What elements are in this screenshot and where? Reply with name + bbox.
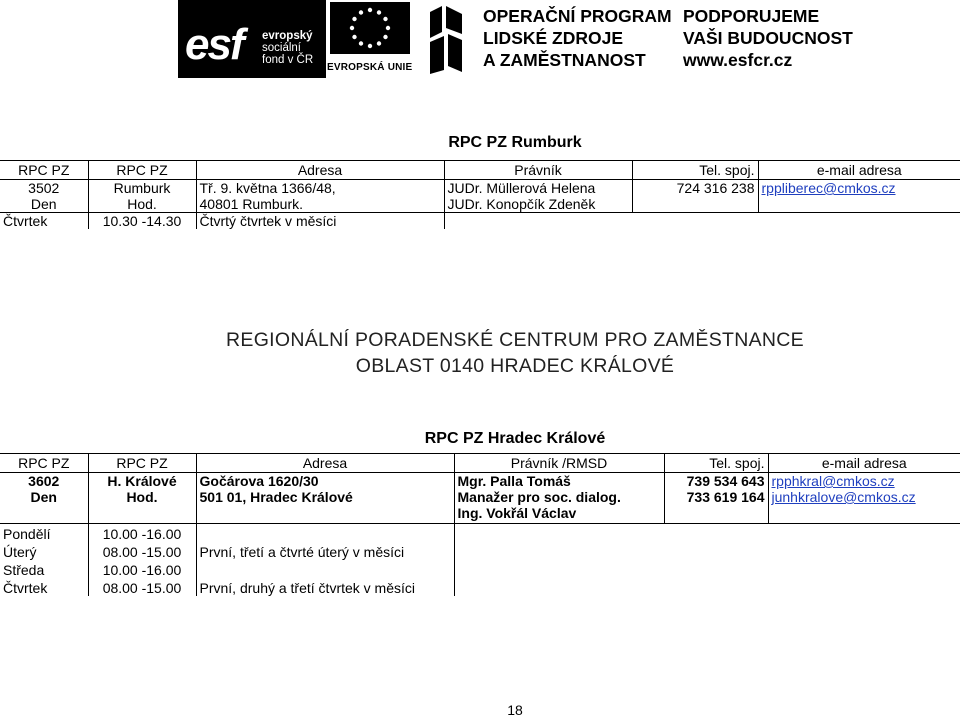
lawyer-cell: Mgr. Palla Tomáš Manažer pro soc. dialog. Ing. Vokřál Václav xyxy=(454,473,664,524)
schedule-row xyxy=(0,524,960,543)
phone-cell: 739 534 643 733 619 164 xyxy=(664,473,768,524)
lawyer-cell: JUDr. Müllerová Helena JUDr. Konopčík Zdeněk xyxy=(444,180,632,213)
email-link[interactable]: junhkralove@cmkos.cz xyxy=(771,489,916,505)
header-cell: RPC PZ xyxy=(0,454,88,473)
address-cell: Gočárova 1620/30 501 01, Hradec Králové xyxy=(196,473,454,524)
schedule-day: Úterý xyxy=(0,542,88,560)
section1-data-row xyxy=(0,180,960,213)
schedule-row xyxy=(0,542,960,560)
header-cell: Adresa xyxy=(196,454,454,473)
email-link[interactable]: rppliberec@cmkos.cz xyxy=(761,180,896,196)
support-logo-text: PODPORUJEME VAŠI BUDOUCNOST www.esfcr.cz xyxy=(683,6,853,70)
address-cell: Tř. 9. května 1366/48, 40801 Rumburk. xyxy=(196,180,444,213)
schedule-day: Čtvrtek xyxy=(0,578,88,596)
header-cell: RPC PZ xyxy=(88,161,196,180)
eu-logo-text: EVROPSKÁ UNIE xyxy=(327,62,413,73)
schedule-hours: 10.30 -14.30 xyxy=(88,213,196,230)
region-heading: REGIONÁLNÍ PORADENSKÉ CENTRUM PRO ZAMĚSTNANCE OBLAST 0140 HRADEC KRÁLOVÉ xyxy=(226,329,804,377)
schedule-hours: 10.00 -16.00 xyxy=(88,560,196,578)
center-place-cell: Rumburk Hod. xyxy=(88,180,196,213)
email-cell xyxy=(758,180,960,213)
schedule-note: První, druhý a třetí čtvrtek v měsíci xyxy=(196,578,454,596)
header-cell: Právník xyxy=(444,161,632,180)
section2-data-row xyxy=(0,473,960,524)
section1-title: RPC PZ Rumburk xyxy=(448,134,582,151)
schedule-row xyxy=(0,578,960,596)
esf-logo-text: evropský sociální fond v ČR xyxy=(262,30,314,66)
eu-flag-logo xyxy=(330,2,410,54)
esf-logo-word: esf xyxy=(185,20,243,69)
header-cell: e-mail adresa xyxy=(768,454,960,473)
header-cell: Právník /RMSD xyxy=(454,454,664,473)
schedule-note: Čtvrtý čtvrtek v měsíci xyxy=(196,213,444,230)
header-cell: Tel. spoj. xyxy=(664,454,768,473)
schedule-hours: 10.00 -16.00 xyxy=(88,524,196,543)
phone-cell: 724 316 238 xyxy=(632,180,758,213)
email-link[interactable]: rpphkral@cmkos.cz xyxy=(771,473,895,489)
header-cell: RPC PZ xyxy=(88,454,196,473)
center-code-cell: 3602 Den xyxy=(0,473,88,524)
center-code-cell: 3502 Den xyxy=(0,180,88,213)
schedule-row xyxy=(0,560,960,578)
schedule-day: Čtvrtek xyxy=(0,213,88,230)
op-logo-text: OPERAČNÍ PROGRAM LIDSKÉ ZDROJE A ZAMĚSTNANOST xyxy=(483,6,672,70)
email-cell xyxy=(768,473,960,524)
op-figure-icon xyxy=(428,4,464,74)
schedule-note xyxy=(196,560,454,578)
header-cell: Adresa xyxy=(196,161,444,180)
header-cell: Tel. spoj. xyxy=(632,161,758,180)
header-cell: RPC PZ xyxy=(0,161,88,180)
page-number: 18 xyxy=(507,702,523,718)
section2-table xyxy=(0,453,960,596)
schedule-row xyxy=(0,213,960,230)
op-logo-mark xyxy=(428,4,464,74)
section1-table xyxy=(0,160,960,229)
section2-header-row xyxy=(0,454,960,473)
schedule-day: Pondělí xyxy=(0,524,88,543)
schedule-day: Středa xyxy=(0,560,88,578)
section2-title: RPC PZ Hradec Králové xyxy=(424,430,606,447)
header-cell: e-mail adresa xyxy=(758,161,960,180)
schedule-hours: 08.00 -15.00 xyxy=(88,542,196,560)
schedule-hours: 08.00 -15.00 xyxy=(88,578,196,596)
schedule-note xyxy=(196,524,454,543)
schedule-note: První, třetí a čtvrté úterý v měsíci xyxy=(196,542,454,560)
center-place-cell: H. Králové Hod. xyxy=(88,473,196,524)
eu-stars-icon xyxy=(330,2,410,54)
section1-header-row xyxy=(0,161,960,180)
